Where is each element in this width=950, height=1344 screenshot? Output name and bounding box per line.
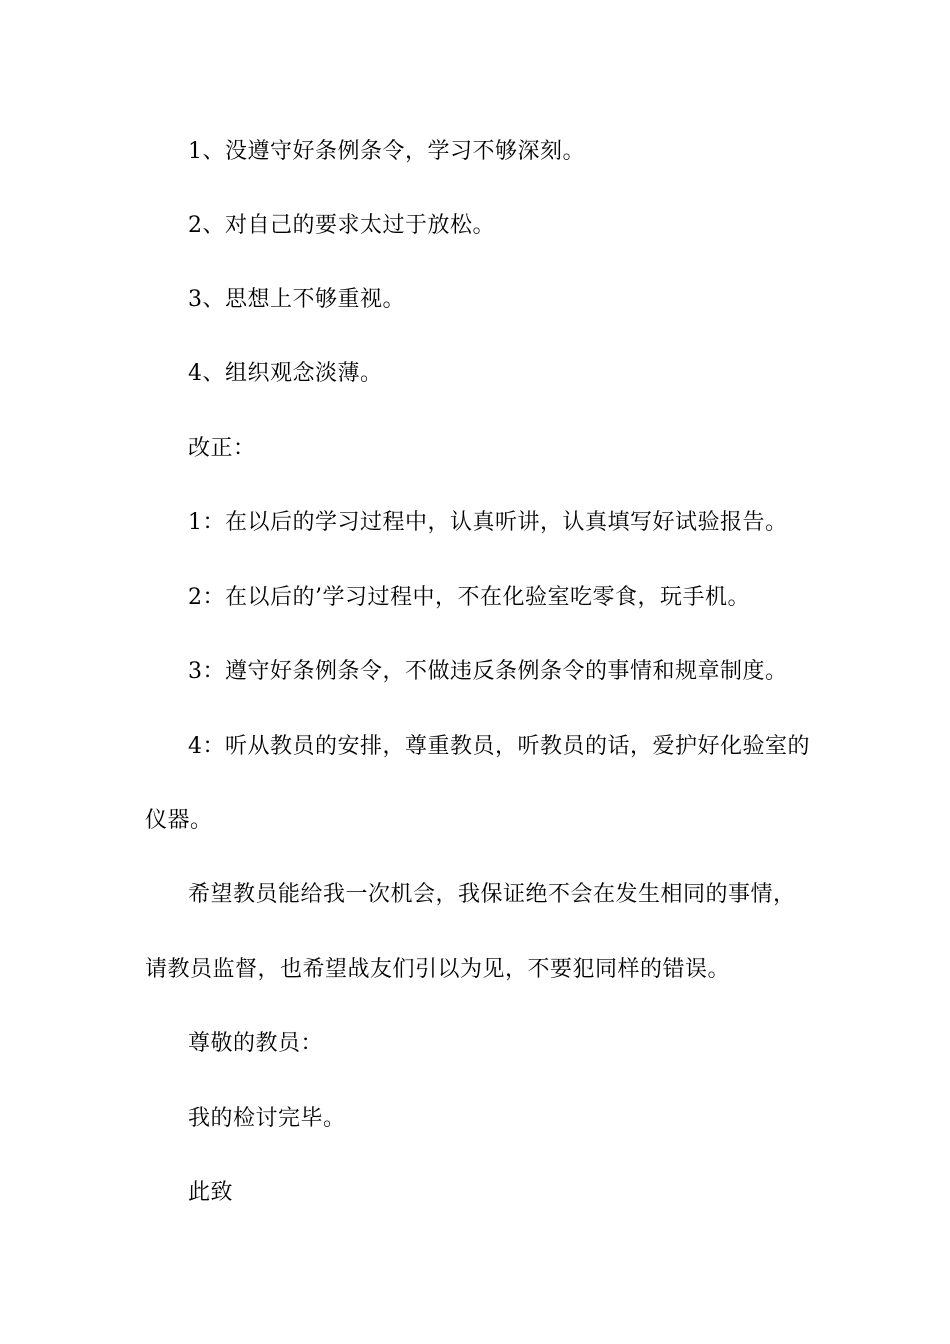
correction-item-4-continued: 仪器。 — [145, 808, 213, 833]
reason-item-3: 3、思想上不够重视。 — [188, 287, 405, 312]
salutation: 尊敬的教员： — [188, 1031, 324, 1056]
correction-heading: 改正： — [188, 436, 256, 461]
correction-item-1: 1：在以后的学习过程中，认真听讲，认真填写好试验报告。 — [188, 510, 788, 535]
hope-paragraph-line-1: 希望教员能给我一次机会，我保证绝不会在发生相同的事情， — [188, 882, 796, 907]
closing-phrase: 此致 — [188, 1180, 234, 1205]
correction-item-3: 3：遵守好条例条令，不做违反条例条令的事情和规章制度。 — [188, 659, 788, 684]
correction-item-4: 4：听从教员的安排，尊重教员，听教员的话，爱护好化验室的 — [188, 734, 810, 759]
reason-item-1: 1、没遵守好条例条令，学习不够深刻。 — [188, 139, 585, 164]
reason-item-2: 2、对自己的要求太过于放松。 — [188, 213, 495, 238]
reason-item-4: 4、组织观念淡薄。 — [188, 361, 383, 386]
closing-statement: 我的检讨完毕。 — [188, 1106, 346, 1131]
correction-item-2: 2：在以后的’学习过程中，不在化验室吃零食，玩手机。 — [188, 585, 750, 610]
hope-paragraph-line-2: 请教员监督，也希望战友们引以为见，不要犯同样的错误。 — [145, 957, 731, 982]
